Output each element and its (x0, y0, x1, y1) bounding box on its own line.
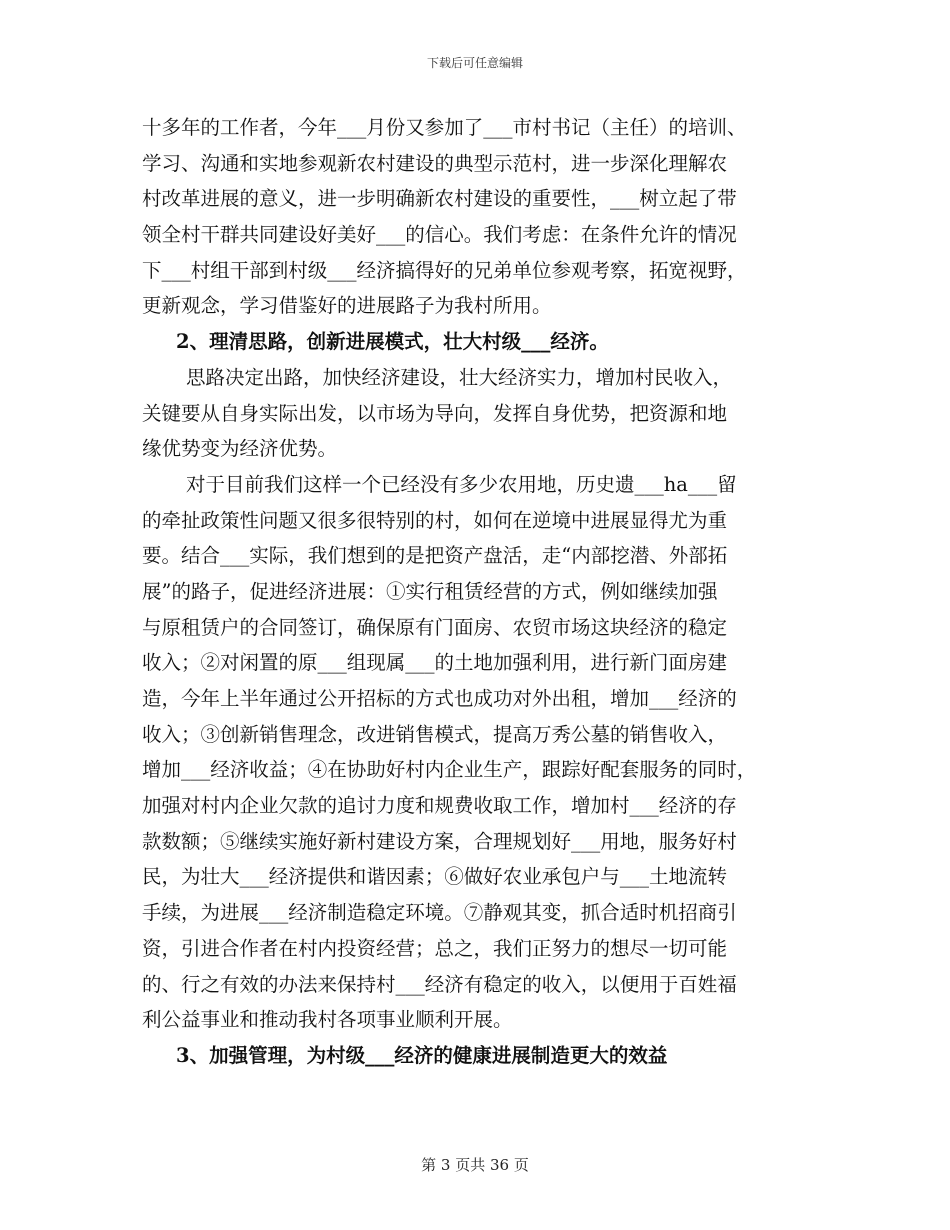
text-line: 村改革进展的意义，进一步明确新农村建设的重要性，___树立起了带 (142, 187, 737, 211)
text-line: 要。结合___实际，我们想到的是把资产盘活，走“内部挖潜、外部拓 (142, 544, 728, 568)
text-line: 学习、沟通和实地参观新农村建设的典型示范村，进一步深化理解农 (142, 151, 728, 175)
page-footer: 第 3 页共 36 页 (421, 1156, 529, 1174)
section-heading: 3、加强管理，为村级___经济的健康进展制造更大的效益 (176, 1043, 668, 1067)
text-line: 加强对村内企业欠款的追讨力度和规费收取工作，增加村___经济的存 (142, 794, 737, 818)
text-line: 收入；③创新销售理念，改进销售模式，提高万秀公墓的销售收入， (142, 722, 728, 746)
text-line: 展”的路子，促进经济进展：①实行租赁经营的方式，例如继续加强 (142, 579, 718, 603)
document-body (142, 110, 822, 1074)
text-line: 的、行之有效的办法来保持村___经济有稳定的收入，以便用于百姓福 (142, 972, 737, 996)
text-line: 资，引进合作者在村内投资经营；总之，我们正努力的想尽一切可能 (142, 936, 728, 960)
text-line: 对于目前我们这样一个已经没有多少农用地，历史遗___ha___留 (186, 472, 737, 496)
text-line: 款数额；⑤继续实施好新村建设方案，合理规划好___用地，服务好村 (142, 829, 737, 853)
text-line: 民，为壮大___经济提供和谐因素；⑥做好农业承包户与___土地流转 (142, 865, 728, 889)
text-line: 下___村组干部到村级___经济搞得好的兄弟单位参观考察，拓宽视野， (142, 258, 747, 282)
text-line: 收入；②对闲置的原___组现属___的土地加强利用，进行新门面房建 (142, 651, 728, 675)
text-line: 利公益事业和推动我村各项事业顺利开展。 (142, 1008, 513, 1032)
text-line: 十多年的工作者，今年___月份又参加了___市村书记（主任）的培训、 (142, 116, 747, 139)
text-line: 手续，为进展___经济制造稳定环境。⑦静观其变，抓合适时机招商引 (142, 901, 737, 925)
text-line: 与原租赁户的合同签订，确保原有门面房、农贸市场这块经济的稳定 (142, 615, 728, 639)
text-line: 更新观念，学习借鉴好的进展路子为我村所用。 (142, 294, 552, 318)
text-line: 的牵扯政策性问题又很多很特别的村，如何在逆境中进展显得尤为重 (142, 508, 728, 532)
text-line: 思路决定出路，加快经济建设，壮大经济实力，增加村民收入， (186, 365, 733, 389)
page-header: 下载后可任意编辑 (426, 56, 523, 70)
text-line: 领全村干群共同建设好美好___的信心。我们考虑：在条件允许的情况 (142, 223, 737, 247)
section-heading: 2、理清思路，创新进展模式，壮大村级___经济。 (176, 330, 609, 354)
text-line: 缘优势变为经济优势。 (142, 437, 338, 461)
text-line: 造，今年上半年通过公开招标的方式也成功对外出租，增加___经济的 (142, 687, 737, 710)
text-line: 增加___经济收益；④在协助好村内企业生产，跟踪好配套服务的同时， (142, 758, 757, 782)
text-line: 关键要从自身实际出发，以市场为导向，发挥自身优势，把资源和地 (142, 401, 728, 425)
